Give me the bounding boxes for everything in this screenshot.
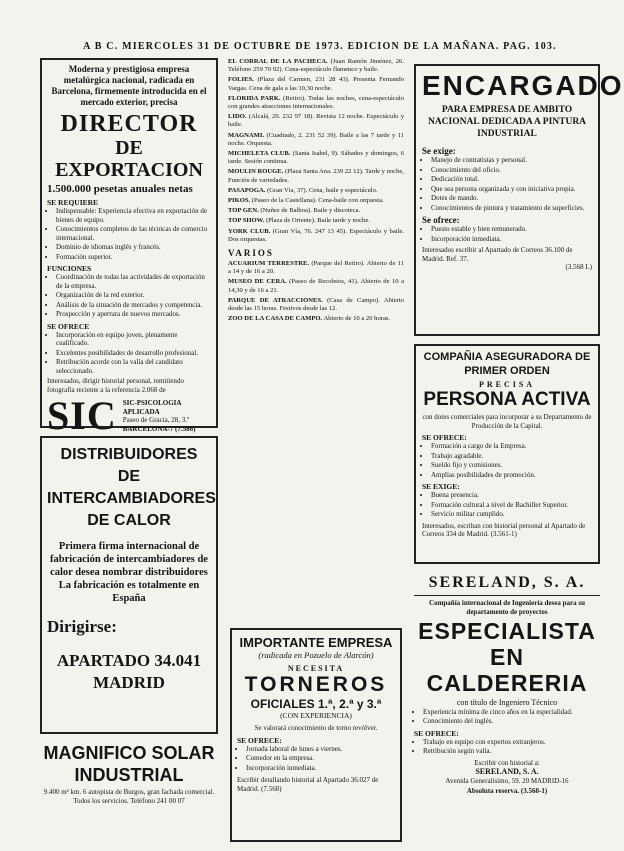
city: MADRID bbox=[93, 673, 165, 692]
entry-name: PIKOS. bbox=[228, 197, 251, 205]
sic-logo: SIC bbox=[47, 393, 117, 438]
ad-title: DIRECTOR bbox=[60, 111, 198, 137]
agency-name: SIC-PSICOLOGIA APLICADA bbox=[122, 399, 182, 416]
ofrece-list bbox=[422, 225, 592, 243]
ad-ref: (3.568 L) bbox=[565, 263, 592, 271]
entry-name: MUSEO DE CERA. bbox=[228, 278, 287, 286]
ad-company-2: SERELAND, S. A. bbox=[475, 767, 539, 776]
requires-list bbox=[47, 207, 211, 261]
entry-name: PARQUE DE ATRACCIONES. bbox=[228, 296, 323, 304]
list-item bbox=[228, 207, 404, 215]
ad-title-2: DE EXPORTACION bbox=[55, 137, 203, 181]
ad-subtitle: (radicada en Pozuelo de Alarcón) bbox=[258, 650, 374, 660]
torneros-title: TORNEROS bbox=[244, 673, 388, 696]
persona-activa-ad bbox=[414, 344, 600, 564]
agency-address: Paseo de Gracia, 28, 3.º bbox=[122, 416, 190, 424]
entry-text: (Plaza Santa Ana. 239 22 12). Tarde y noche, Función de variedades. bbox=[228, 168, 404, 184]
necesita-label: NECESITA bbox=[287, 664, 345, 673]
entry-name: FLORIDA PARK. bbox=[228, 94, 281, 102]
list-item bbox=[228, 95, 404, 111]
requires-label: SE REQUIERE bbox=[47, 198, 99, 207]
ad-line-1: DISTRIBUIDORES bbox=[60, 446, 198, 463]
entry-name: ACUARIUM TERRESTRE. bbox=[228, 260, 310, 268]
list-item: • Formación cultural a nivel de Bachiller Superior. bbox=[431, 501, 592, 510]
entry-name: MAGNAMI. bbox=[228, 131, 265, 139]
entry-text: (Cuadrado, 2. 231 52 39). Baile a las 7 tarde y 11 noche. Orquesta. bbox=[228, 131, 404, 147]
entry-name: ZOO DE LA CASA DE CAMPO. bbox=[228, 315, 323, 323]
list-item bbox=[228, 197, 404, 205]
entry-name: YORK CLUB. bbox=[228, 227, 271, 235]
ad-footer: Absoluta reserva. (3.560-1) bbox=[466, 787, 548, 795]
list-item: • Conocimientos de pintura y tratamiento de superficies. bbox=[431, 204, 592, 213]
ad-contact: Escribir con historial a: bbox=[474, 758, 540, 767]
ad-title: IMPORTANTE EMPRESA bbox=[239, 635, 393, 650]
entry-text: (Juan Ramón Jiménez, 26. Teléfono 259 70 92). Cena-espectáculo flamenco y baile. bbox=[228, 58, 404, 74]
ad-line-4: DE CALOR bbox=[87, 512, 171, 529]
list-item: • Servicio militar cumplido. bbox=[431, 510, 592, 519]
sic-footer bbox=[47, 393, 211, 438]
left-column bbox=[40, 58, 218, 851]
entry-text: (Santa Isabel, 9). Sábados y domingos, 6 tarde. Sesión continua. bbox=[228, 150, 405, 166]
ad-subtitle: PARA EMPRESA DE AMBITO NACIONAL DEDICADA A PINTURA INDUSTRIAL bbox=[427, 105, 587, 139]
offers-list bbox=[237, 745, 395, 773]
ad-title-2: EN CALDERERIA bbox=[426, 644, 588, 696]
ad-title-2: INDUSTRIAL bbox=[74, 765, 184, 785]
ad-salary: 1.500.000 pesetas anuales netas bbox=[47, 183, 193, 195]
distribuidores-ad bbox=[40, 436, 218, 734]
list-item: • Dedicación total. bbox=[431, 175, 592, 184]
list-item bbox=[228, 132, 404, 148]
list-item: • Retribución acorde con la valía del candidato seleccionado. bbox=[56, 358, 211, 375]
list-item: • Amplias posibilidades de promoción. bbox=[431, 471, 592, 480]
list-item: • Experiencia mínima de cinco años en la especialidad. bbox=[423, 708, 600, 717]
entry-text: (Paseo de Recoletos, 41). Abierto de 10 a 14,30 y de 16 a 21. bbox=[228, 278, 405, 294]
list-item bbox=[228, 113, 404, 129]
right-column bbox=[414, 58, 624, 851]
list-item bbox=[228, 297, 404, 313]
list-item: • Retribución según valía. bbox=[423, 747, 600, 756]
ad-contact: Interesados, escriban con historial personal al Apartado de Correos 334 de Madrid. (3.561-1) bbox=[422, 521, 586, 538]
ad-line-3: INTERCAMBIADORES bbox=[47, 490, 216, 507]
ad-intro: Compañía internacional de Ingeniería desea para su departamento de proyectos bbox=[429, 599, 585, 616]
ad-line-2: DE bbox=[117, 468, 141, 485]
list-item: • Incorporación en equipo joven, plenamente cualificado. bbox=[56, 331, 211, 348]
ad-intro: Moderna y prestigiosa empresa metalúrgica nacional, radicada en Barcelona, firmemente introducida en el mercado exterior, precisa bbox=[51, 64, 207, 107]
entry-name: MOULIN ROUGE. bbox=[228, 168, 284, 176]
entry-name: MICHELETA CLUB. bbox=[228, 150, 291, 158]
list-item: • Prospección y apertura de nuevos mercados. bbox=[56, 310, 211, 319]
entry-name: LIDO. bbox=[228, 113, 247, 121]
entry-text: (Plaza de Oriente). Baile tarde y noche. bbox=[265, 217, 370, 225]
list-item bbox=[228, 278, 404, 294]
ad-company: SERELAND, S. A. bbox=[428, 574, 586, 591]
director-exportacion-ad bbox=[40, 58, 218, 438]
offers-list bbox=[422, 442, 592, 479]
list-item: • Trabajo agradable. bbox=[431, 452, 592, 461]
entry-text: (Nuñez de Balboa). Baile y discoteca. bbox=[260, 207, 361, 215]
ad-title: PERSONA ACTIVA bbox=[423, 389, 591, 410]
dirigirse-label: Dirigirse: bbox=[47, 617, 117, 636]
entry-text: (Paseo de la Castellana). Cena-baile con orquesta. bbox=[251, 197, 384, 205]
ad-body: 9.400 m² km. 6 autopista de Burgos, gran fachada comercial. Todos los servicios. Teléfono 241 00 07 bbox=[43, 788, 215, 805]
oficiales-line: OFICIALES 1.ª, 2.ª y 3.ª bbox=[250, 697, 382, 711]
torneros-ad bbox=[230, 628, 402, 842]
ad-title: MAGNIFICO SOLAR bbox=[43, 743, 215, 763]
list-item bbox=[228, 228, 404, 244]
entry-name: EL CORRAL DE LA PACHECA. bbox=[228, 58, 328, 65]
entry-name: PASAPOGA. bbox=[228, 186, 266, 194]
list-item: • Jornada laboral de lunes a viernes. bbox=[246, 745, 395, 754]
entry-text: (Parque del Retiro). Abierto de 11 a 14 y de 16 a 20. bbox=[228, 260, 404, 276]
list-item: • Comedor en la empresa. bbox=[246, 754, 395, 763]
offers-label: SE OFRECE: bbox=[237, 735, 282, 745]
list-item: • Conocimientos completos de las técnicas de comercio internacional. bbox=[56, 225, 211, 242]
list-item bbox=[228, 58, 404, 74]
agency-block bbox=[123, 399, 211, 433]
apartado: APARTADO 34.041 bbox=[56, 651, 202, 670]
offers-label: SE OFRECE: bbox=[414, 728, 459, 738]
experience-note: (CON EXPERIENCIA) bbox=[280, 711, 352, 720]
exige-label: Se exige: bbox=[422, 146, 456, 156]
list-item: • Que sea persona organizada y con iniciativa propia. bbox=[431, 185, 592, 194]
ad-body: con dotes comerciales para incorporar a su Departamento de Producción de la Capital. bbox=[422, 413, 592, 430]
especialista-ad bbox=[414, 574, 600, 844]
list-item: • Sueldo fijo y comisiones. bbox=[431, 461, 592, 470]
list-item bbox=[228, 76, 404, 92]
list-item: • Incorporación inmediata. bbox=[246, 764, 395, 773]
exige-list bbox=[422, 491, 592, 519]
entry-text: Abierto de 10 a 20 horas. bbox=[323, 315, 391, 323]
offers-label: SE OFRECE bbox=[47, 321, 90, 331]
functions-label: FUNCIONES bbox=[47, 264, 92, 273]
varios-heading: VARIOS bbox=[228, 248, 274, 259]
list-item bbox=[228, 168, 404, 184]
offers-list bbox=[47, 331, 211, 376]
exige-label: SE EXIGE: bbox=[422, 482, 460, 491]
ofrece-label: Se ofrece: bbox=[422, 215, 460, 225]
ad-contact: Escribir detallando historial al Apartado 36.027 de Madrid. (7.568) bbox=[237, 776, 379, 793]
list-item: • Análisis de la situación de mercados y competencia. bbox=[56, 301, 211, 310]
list-item: • Incorporación inmediata. bbox=[431, 235, 592, 244]
page-header: A B C. MIERCOLES 31 DE OCTUBRE DE 1973. EDICION DE LA MAÑANA. PAG. 103. bbox=[83, 41, 557, 52]
entry-text: (Casa de Campo). Abierto desde las 15 horas. Festivos desde las 12. bbox=[228, 296, 404, 313]
list-item bbox=[228, 260, 404, 276]
entry-text: (Retiro). Todas las noches, cena-espectáculo con grandes atracciones internacionales. bbox=[228, 94, 404, 111]
entry-name: FOLIES. bbox=[228, 76, 254, 84]
valorara-note: Se valorará conocimiento de torno revólver. bbox=[254, 724, 378, 732]
ad-body: Primera firma internacional de fabricación de intercambiadores de calor desea nombrar distribuidores bbox=[50, 541, 208, 578]
ad-title: ENCARGADO bbox=[422, 70, 624, 101]
entertainment-listings bbox=[228, 58, 404, 618]
requirements-list bbox=[414, 708, 600, 726]
ad-body-2: La fabricación es totalmente en España bbox=[58, 580, 200, 604]
ad-address: Avenida Generalísimo, 59. 20 MADRID-16 bbox=[445, 776, 569, 785]
list-item: • Organización de la red exterior. bbox=[56, 291, 211, 300]
list-item: • Excelentes posibilidades de desarrollo profesional. bbox=[56, 349, 211, 358]
functions-list bbox=[47, 273, 211, 319]
middle-column bbox=[228, 58, 404, 851]
list-item: • Trabajo en equipo con expertos extranjeros. bbox=[423, 738, 600, 747]
list-item bbox=[228, 150, 404, 166]
list-item: • Conocimiento del oficio. bbox=[431, 166, 592, 175]
ad-contact: Interesados, dirigir historial personal, remitiendo fotografía reciente a la referencia 2.068 de bbox=[47, 377, 184, 394]
entry-name: TOP GEN. bbox=[228, 207, 259, 215]
entry-text: (Gran Vía, 37). Cena, baile y espectáculo. bbox=[267, 186, 378, 194]
list-item: • Indispensable: Experiencia efectiva en exportación de bienes de equipo. bbox=[56, 207, 211, 224]
list-item: • Buena presencia. bbox=[431, 491, 592, 500]
offers-list bbox=[414, 738, 600, 756]
list-item: • Puesto estable y bien remunerado. bbox=[431, 225, 592, 234]
encargado-ad bbox=[414, 64, 624, 336]
entry-text: (Gran Vía, 76. 247 13 45). Espectáculo y baile. Dos orquestas. bbox=[228, 227, 404, 243]
entry-name: TOP SHOW. bbox=[228, 217, 265, 225]
list-item bbox=[228, 217, 404, 225]
list-item: • Dominio de idiomas inglés y francés. bbox=[56, 243, 211, 252]
ad-title: ESPECIALISTA bbox=[418, 618, 596, 644]
entry-text: (Alcalá, 20. 232 97 18). Revista 12 noche. Espectáculo y baile. bbox=[228, 113, 404, 129]
list-item: • Dotes de mando. bbox=[431, 194, 592, 203]
list-item bbox=[228, 315, 404, 323]
solar-industrial-ad bbox=[40, 742, 218, 832]
list-item: • Conocimiento del inglés. bbox=[423, 717, 600, 726]
list-item: • Manejo de contratistas y personal. bbox=[431, 156, 592, 165]
precisa-label: PRECISA bbox=[478, 380, 536, 389]
agency-city: BARCELONA-7 (7.586) bbox=[122, 424, 196, 433]
list-item bbox=[228, 187, 404, 195]
list-item: • Coordinación de todas las actividades de exportación de la empresa. bbox=[56, 273, 211, 290]
list-item: • Formación superior. bbox=[56, 253, 211, 262]
ad-contact: Interesados escribir al Apartado de Correos 36.100 de Madrid. Ref. 37. bbox=[422, 246, 573, 263]
ad-degree: con título de Ingeniero Técnico bbox=[456, 698, 558, 707]
exige-list bbox=[422, 156, 592, 212]
offers-label: SE OFRECE: bbox=[422, 433, 467, 442]
entry-text: (Plaza del Carmen, 231 28 43). Presenta Fernando Vargas. Cena de gala a las 10,30 noche. bbox=[228, 76, 404, 92]
ad-company: COMPAÑIA ASEGURADORA DE PRIMER ORDEN bbox=[423, 351, 591, 377]
divider bbox=[414, 595, 600, 596]
list-item: • Formación a cargo de la Empresa. bbox=[431, 442, 592, 451]
